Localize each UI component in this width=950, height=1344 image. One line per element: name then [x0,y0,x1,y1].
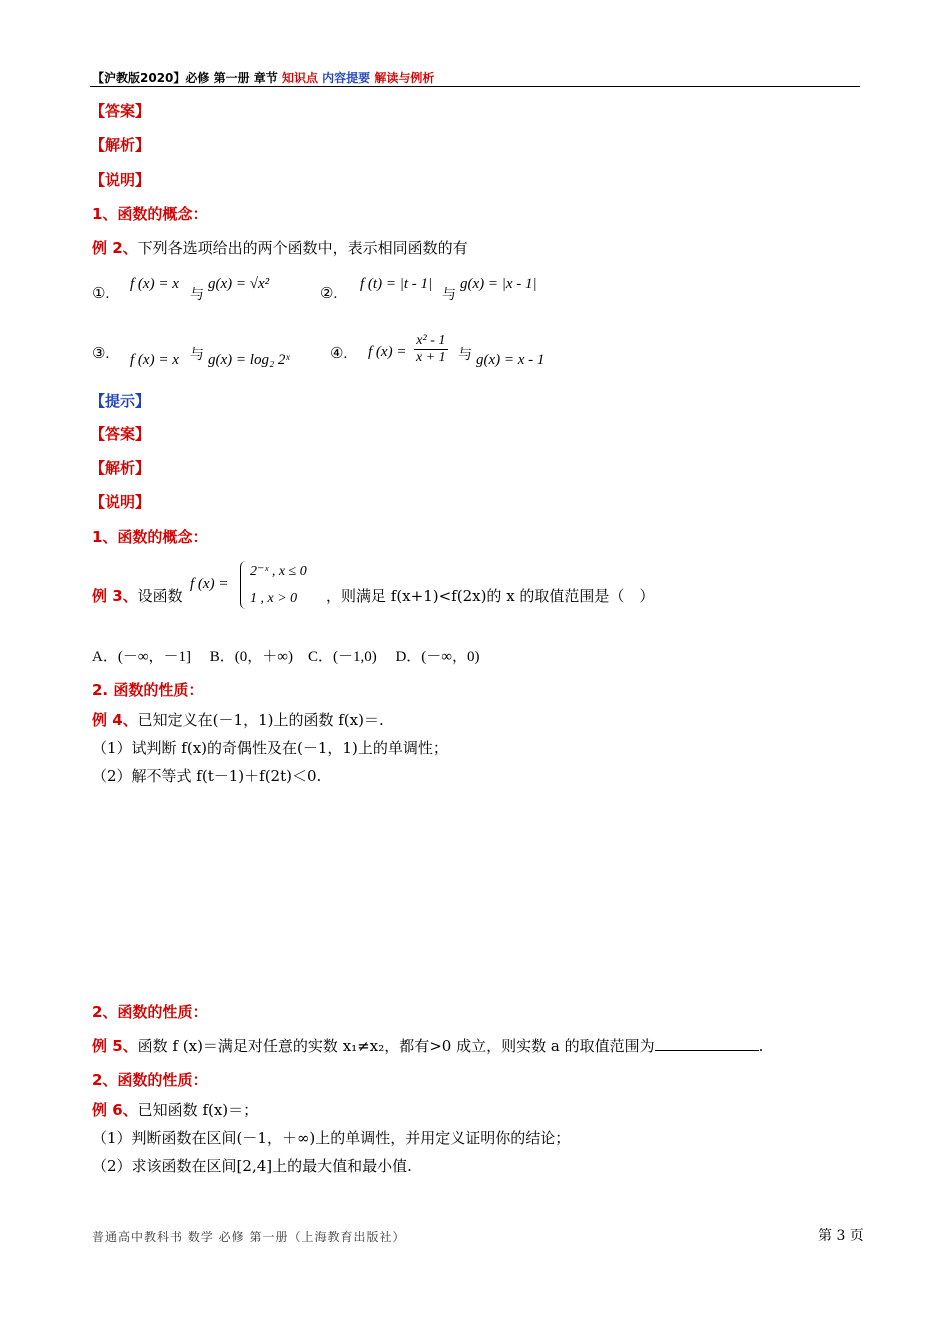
option-3-and: 与 [190,347,204,363]
option-4-denominator: x + 1 [416,350,446,365]
option-4-marker: ④. [330,346,348,362]
answer-blank[interactable] [655,1036,759,1051]
example-6-question-1: （1）判断函数在区间(－1，＋∞)上的单调性，并用定义证明你的结论； [92,1129,571,1147]
option-2-f: f (t) = |t - 1| [360,276,433,292]
note-tag-1: 【说明】 [90,171,151,189]
option-1-f: f (x) = x [130,276,179,292]
example-4-question-1: （1）试判断 f(x)的奇偶性及在(－1，1)上的单调性； [92,739,448,757]
example-3-f: f (x) = [190,576,229,592]
option-4-g: g(x) = x - 1 [476,352,545,368]
analysis-tag-2: 【解析】 [90,459,151,477]
page-number: 第 3 页 [818,1228,864,1244]
example-6-question-2: （2）求该函数在区间[2,4]上的最大值和最小值. [92,1157,412,1175]
example-4 [92,709,384,730]
answer-tag-1: 【答案】 [90,102,151,120]
example-3-pre: 设函数 [137,587,183,605]
hint-tag: 【提示】 [90,392,151,410]
option-2-and: 与 [442,287,456,303]
example-3 [92,585,183,606]
piecewise-brace [240,561,249,609]
example-6 [92,1099,258,1120]
section-concept-2: 1、函数的概念： [92,528,208,546]
example-6-text: 已知函数 f(x)＝； [137,1101,259,1119]
option-3-g: g(x) = log₂ 2ˣ [208,352,290,368]
option-3-marker: ③. [92,346,110,362]
example-2-text: 下列各选项给出的两个函数中，表示相同函数的有 [137,239,468,257]
page-header [92,69,434,86]
example-5-end: . [758,1037,764,1055]
option-4-fraction [414,333,448,366]
example-2-label: 例 2、 [92,239,138,257]
answer-tag-2: 【答案】 [90,425,151,443]
note-tag-2: 【说明】 [90,493,151,511]
header-rule [90,86,860,87]
option-2-marker: ②. [320,286,338,302]
header-keypoints: 知识点 [281,71,318,85]
option-1-and: 与 [190,287,204,303]
section-property-1: 2. 函数的性质： [92,681,204,699]
section-property-3: 2、函数的性质： [92,1071,208,1089]
page-footer: 普通高中教科书 数学 必修 第一册（上海教育出版社） [92,1230,406,1244]
option-3-f: f (x) = x [130,352,179,368]
analysis-tag-1: 【解析】 [90,136,151,154]
example-5-label: 例 5、 [92,1037,138,1055]
option-4-numerator: x² - 1 [414,333,448,350]
option-4-f: f (x) = [368,344,407,360]
example-4-question-2: （2）解不等式 f(t－1)＋f(2t)＜0. [92,767,322,785]
option-4-and: 与 [458,347,472,363]
section-concept-1: 1、函数的概念： [92,205,208,223]
example-6-label: 例 6、 [92,1101,138,1119]
example-2 [92,237,468,258]
example-4-label: 例 4、 [92,711,138,729]
example-3-label: 例 3、 [92,587,138,605]
header-explain: 解读与例析 [370,71,435,85]
piecewise-case-2: 1 , x > 0 [250,591,298,606]
example-5 [92,1035,763,1056]
option-1-g: g(x) = √x² [208,276,270,292]
piecewise-case-1: 2⁻ˣ , x ≤ 0 [250,564,307,579]
header-summary: 内容提要 [317,71,371,85]
header-title: 【沪教版2020】必修 第一册 章节 [92,71,282,85]
example-3-choices: A．(－∞，－1] B．(0，＋∞) C．(－1,0) D．(－∞，0) [92,649,480,665]
example-5-text: 函数 f (x)＝满足对任意的实数 x₁≠x₂，都有>0 成立，则实数 a 的取值范围为 [137,1037,655,1055]
example-3-condition: ，则满足 f(x+1)<f(2x)的 x 的取值范围是（ ） [326,587,655,605]
section-property-2: 2、函数的性质： [92,1003,208,1021]
example-4-text: 已知定义在(－1，1)上的函数 f(x)＝. [137,711,384,729]
option-2-g: g(x) = |x - 1| [460,276,537,292]
option-1-marker: ①. [92,286,110,302]
